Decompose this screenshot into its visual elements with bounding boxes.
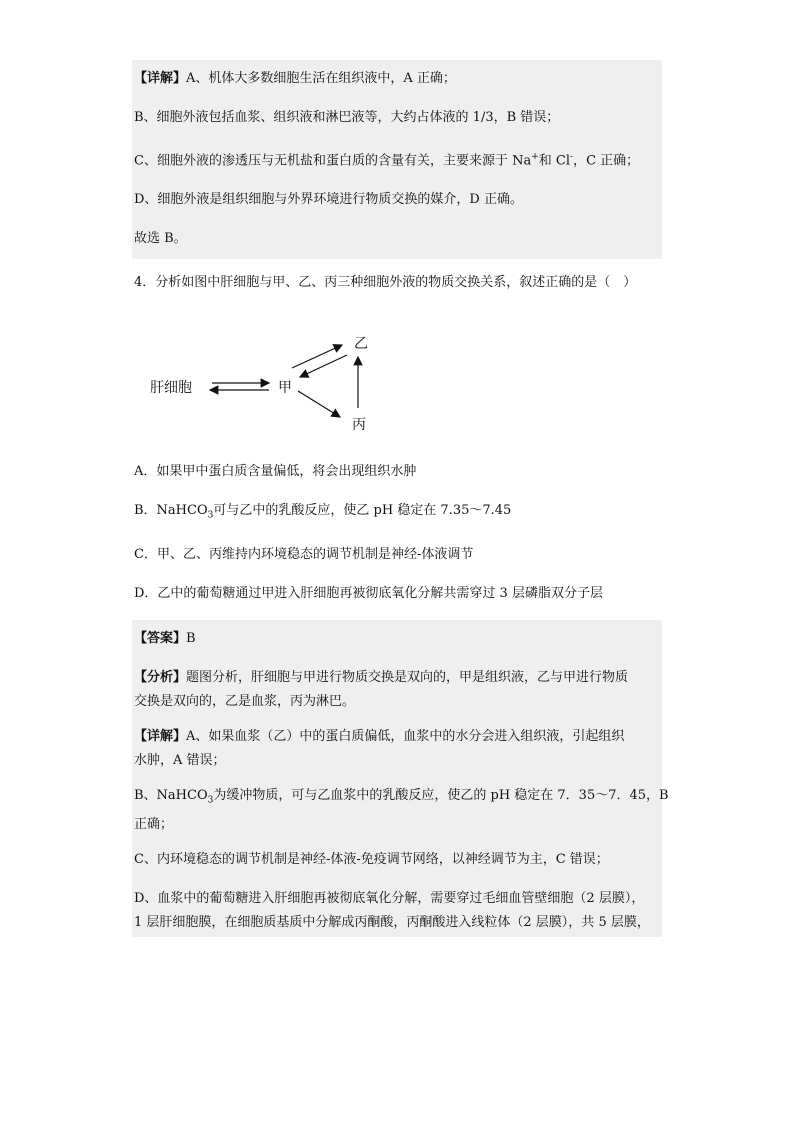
prev-detail-c-end: ，C 正确；: [573, 153, 640, 169]
label-bing: 丙: [352, 417, 366, 434]
option-a: A．如果甲中蛋白质含量偏低，将会出现组织水肿: [134, 464, 417, 480]
detail-d: [132, 880, 662, 937]
option-b-pre: B．NaHCO: [134, 503, 208, 519]
prev-detail-c-sup1: +: [531, 152, 539, 162]
arrow-yi-to-jia: [300, 355, 347, 377]
label-yi: 乙: [354, 336, 368, 353]
analysis-line-1: [134, 668, 662, 688]
prev-detail-block: [132, 60, 662, 259]
option-b: [132, 492, 662, 536]
detail-a-line-1: [134, 727, 662, 747]
answer: [132, 620, 662, 659]
prev-detail-a-text: A、机体大多数细胞生活在组织液中，A 正确；: [186, 71, 456, 86]
detail-b-line-2: 正确；: [134, 816, 174, 832]
analysis-line-1-text: 题图分析，肝细胞与甲进行物质交换是双向的，甲是组织液，乙与甲进行物质: [186, 669, 629, 685]
detail-tag-2: 【详解】: [134, 728, 187, 744]
prev-detail-d: D、细胞外液是组织细胞与外界环境进行物质交换的媒介，D 正确。: [134, 192, 523, 208]
prev-detail-c-mid: 和 Cl: [538, 153, 571, 169]
arrow-jia-to-yi: [292, 345, 342, 368]
detail-d-line-2: 1 层肝细胞膜，在细胞质基质中分解成丙酮酸，丙酮酸进入线粒体（2 层膜），共 5 层膜，: [134, 914, 650, 930]
analysis-tag: 【分析】: [134, 669, 187, 685]
detail-a-line-2: 水肿，A 错误；: [134, 752, 226, 768]
option-c: C．甲、乙、丙维持内环境稳态的调节机制是神经-体液调节: [134, 546, 474, 562]
label-jia: 甲: [278, 380, 292, 397]
analysis-line-2: 交换是双向的，乙是血浆，丙为淋巴。: [134, 693, 356, 709]
arrow-jia-to-bing: [298, 391, 340, 417]
prev-detail-c: [132, 138, 662, 181]
answer-value: B: [186, 630, 196, 646]
prev-detail-a: [132, 60, 662, 99]
answer-tag: 【答案】: [134, 630, 187, 646]
solution-block: [132, 620, 669, 937]
detail-c: C、内环境稳态的调节机制是神经-体液-免疫调节网络，以神经调节为主，C 错误；: [134, 851, 609, 867]
detail-b-sub: 3: [207, 795, 214, 806]
detail-b-line-1: [134, 786, 669, 811]
option-b-sub: 3: [207, 510, 214, 521]
detail-a-line-1-text: A、如果血浆（乙）中的蛋白质偏低，血浆中的水分会进入组织液，引起组织: [186, 728, 625, 744]
detail-b-pre: B、NaHCO: [134, 787, 208, 803]
option-b-post: 可与乙中的乳酸反应，使乙 pH 稳定在 7.35～7.45: [213, 503, 512, 519]
detail-d-line-1: D、血浆中的葡萄糖进入肝细胞再被彻底氧化分解，需要穿过毛细血管壁细胞（2 层膜），: [134, 890, 645, 906]
prev-detail-conclusion: 故选 B。: [134, 231, 187, 247]
diagram-arrows: [132, 293, 662, 443]
question-stem: 4．分析如图中肝细胞与甲、乙、丙三种细胞外液的物质交换关系，叙述正确的是（ ）: [134, 275, 637, 291]
page: [132, 60, 669, 937]
label-liver-cell: 肝细胞: [150, 380, 192, 397]
prev-detail-c-sup2: -: [570, 152, 574, 162]
detail-b-post: 为缓冲物质，可与乙血浆中的乳酸反应，使乙的 pH 稳定在 7．35～7．45，B: [213, 787, 669, 803]
option-d: D．乙中的葡萄糖通过甲进入肝细胞再被彻底氧化分解共需穿过 3 层磷脂双分子层: [134, 585, 603, 601]
detail-tag: 【详解】: [134, 71, 187, 86]
prev-detail-b: B、细胞外液包括血浆、组织液和淋巴液等，大约占体液的 1/3，B 错误；: [134, 110, 560, 125]
analysis: [132, 659, 662, 718]
exchange-diagram: [132, 293, 662, 443]
detail-b: [132, 777, 669, 841]
detail-a: [132, 718, 662, 777]
prev-detail-c-text: C、细胞外液的渗透压与无机盐和蛋白质的含量有关，主要来源于 Na: [134, 153, 532, 169]
